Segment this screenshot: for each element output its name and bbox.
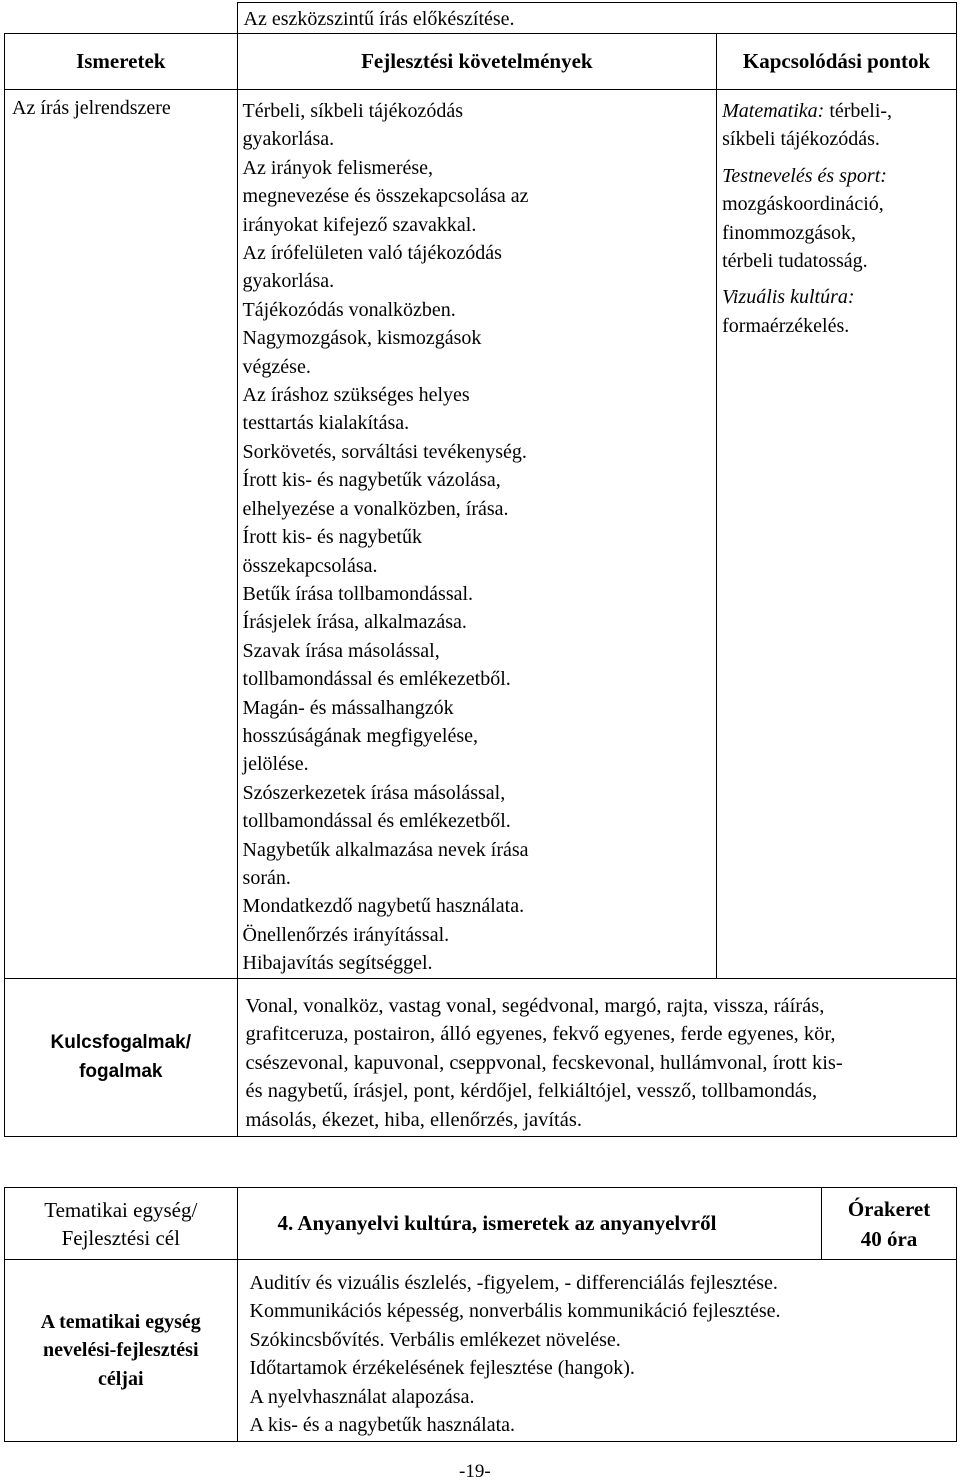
connection-text: síkbeli tájékozódás.	[722, 128, 880, 151]
connection-gap	[722, 154, 956, 162]
requirement-line: Írásjelek írása, alkalmazása.	[242, 611, 467, 634]
connection-gap	[722, 275, 956, 283]
goals-label-line: nevelési-fejlesztési	[43, 1339, 199, 1362]
connections-cell	[717, 90, 957, 979]
requirement-line: Magán- és mássalhangzók	[242, 696, 454, 719]
goal-line: Kommunikációs képesség, nonverbális kommunikáció fejlesztése.	[249, 1300, 781, 1323]
page-number: -19-	[459, 1461, 491, 1482]
connection-text: formaérzékelés.	[722, 314, 850, 337]
header-ismeretek: Ismeretek	[5, 34, 238, 90]
goals-label-line: céljai	[98, 1367, 144, 1390]
key-concepts-label-line: fogalmak	[79, 1061, 163, 1083]
connection-entry	[722, 162, 956, 190]
requirement-line: hosszúságának megfigyelése,	[242, 724, 479, 747]
key-concept-line: és nagybetű, írásjel, pont, kérdőjel, felkiáltójel, vessző, tollbamondás,	[245, 1080, 818, 1103]
unit-label	[5, 1188, 238, 1260]
connection-subject: Vizuális kultúra:	[722, 286, 855, 309]
unit-title: 4. Anyanyelvi kultúra, ismeretek az anyanyelvről	[237, 1188, 822, 1260]
connections-list	[722, 97, 956, 340]
requirement-line: Betűk írása tollbamondással.	[242, 582, 474, 605]
goal-line: Időtartamok érzékelésének fejlesztése (hangok).	[249, 1357, 635, 1380]
requirement-line: tollbamondással és emlékezetből.	[242, 810, 511, 833]
intro-row: Az eszközszintű írás előkészítése.	[237, 3, 956, 34]
requirements-list	[243, 97, 717, 978]
connection-subject: Matematika:	[722, 100, 825, 122]
requirement-line: során.	[242, 866, 291, 889]
requirement-line: összekapcsolása.	[242, 554, 378, 577]
connection-text: finommozgások,	[722, 221, 856, 244]
requirement-line: Önellenőrzés irányítással.	[242, 923, 450, 946]
requirement-line: tollbamondással és emlékezetből.	[242, 668, 511, 691]
requirement-line: Írott kis- és nagybetűk	[242, 526, 422, 549]
requirements-cell	[237, 90, 717, 979]
topic-cell: Az írás jelrendszere	[5, 90, 238, 979]
goal-line: Szókincsbővítés. Verbális emlékezet növelése.	[249, 1328, 621, 1351]
requirement-line: Hibajavítás segítséggel.	[242, 952, 433, 975]
requirement-line: gyakorlása.	[242, 128, 335, 151]
requirement-line: Tájékozódás vonalközben.	[242, 298, 456, 321]
unit-label-line: Fejlesztési cél	[61, 1225, 180, 1250]
requirement-line: Sorkövetés, sorváltási tevékenység.	[242, 440, 527, 463]
requirement-line: Szavak írása másolással,	[242, 639, 440, 662]
requirement-line: Írott kis- és nagybetűk vázolása,	[242, 469, 501, 492]
goals-label-line: A tematikai egység	[40, 1310, 201, 1333]
key-concepts-label-line: Kulcsfogalmak/	[50, 1032, 191, 1054]
hours-label: Órakeret	[847, 1196, 931, 1221]
requirement-line: gyakorlása.	[242, 270, 335, 293]
goal-line: Auditív és vizuális észlelés, -figyelem, - differenciálás fejlesztése.	[249, 1272, 778, 1294]
blank-cell	[5, 3, 238, 34]
requirement-line: Az irányok felismerése,	[242, 156, 434, 179]
key-concepts-cell	[237, 978, 956, 1136]
connection-text: mozgáskoordináció,	[722, 193, 884, 216]
requirement-line: megnevezése és összekapcsolása az	[242, 185, 529, 208]
requirement-line: Mondatkezdő nagybetű használata.	[242, 895, 525, 918]
connection-text: térbeli-,	[824, 100, 893, 122]
requirement-line: testtartás kialakítása.	[242, 412, 410, 435]
goals-label	[5, 1260, 238, 1442]
key-concept-line: másolás, ékezet, hiba, ellenőrzés, javítás.	[245, 1108, 582, 1131]
requirement-line: jelölése.	[242, 753, 309, 776]
key-concepts-list	[246, 992, 956, 1135]
unit-table	[4, 1187, 957, 1442]
requirement-line: Az íráshoz szükséges helyes	[242, 384, 470, 407]
requirement-line: elhelyezése a vonalközben, írása.	[242, 497, 509, 520]
requirement-line: Nagybetűk alkalmazása nevek írása	[242, 838, 529, 861]
requirement-line: irányokat kifejező szavakkal.	[242, 213, 477, 236]
unit-label-line: Tematikai egység/	[44, 1197, 198, 1222]
hours-cell	[822, 1188, 957, 1260]
key-concept-line: csészevonal, kapuvonal, cseppvonal, fecskevonal, hullámvonal, írott kis-	[245, 1051, 843, 1074]
connection-subject: Testnevelés és sport:	[722, 164, 887, 187]
requirement-line: Nagymozgások, kismozgások	[242, 327, 482, 350]
goals-list	[250, 1269, 956, 1439]
goals-cell	[237, 1260, 956, 1442]
connection-entry	[722, 97, 956, 125]
header-kapcsolodasi-pontok: Kapcsolódási pontok	[717, 34, 957, 90]
connection-text: térbeli tudatosság.	[722, 250, 868, 273]
curriculum-table	[4, 2, 957, 1137]
connection-entry	[722, 283, 956, 311]
requirement-line: Szószerkezetek írása másolással,	[242, 781, 506, 804]
goal-line: A kis- és a nagybetűk használata.	[249, 1414, 516, 1437]
key-concept-line: Vonal, vonalköz, vastag vonal, segédvonal, margó, rajta, vissza, ráírás,	[245, 994, 825, 1017]
hours-value: 40 óra	[860, 1226, 918, 1251]
key-concept-line: grafitceruza, postairon, álló egyenes, fekvő egyenes, ferde egyenes, kör,	[245, 1023, 836, 1046]
requirement-line: Térbeli, síkbeli tájékozódás	[242, 100, 464, 122]
goal-line: A nyelvhasználat alapozása.	[249, 1385, 475, 1408]
requirement-line: Az írófelületen való tájékozódás	[242, 242, 502, 265]
requirement-line: végzése.	[242, 355, 311, 378]
key-concepts-label	[5, 978, 238, 1136]
header-fejlesztesi-kovetelmenyek: Fejlesztési követelmények	[237, 34, 717, 90]
